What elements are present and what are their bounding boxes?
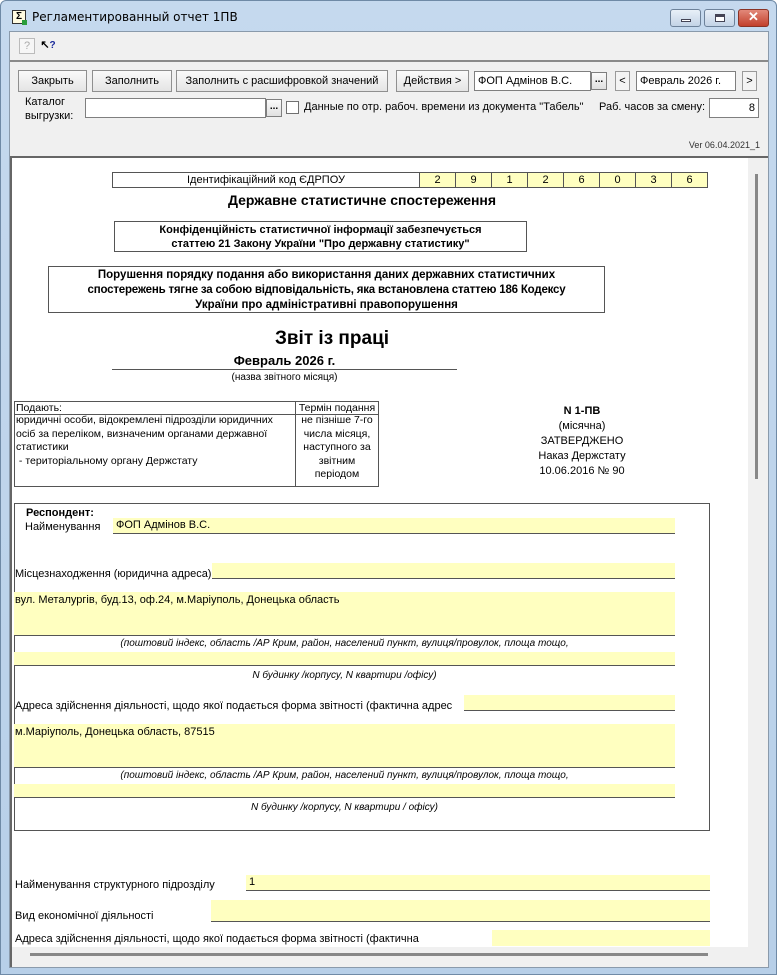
name-input[interactable]: ФОП Адмінов В.С. [113, 518, 675, 534]
subdivision-label: Найменування структурного підрозділу [15, 879, 215, 891]
close-button[interactable]: Закрыть [18, 70, 87, 92]
violation-line2: спостережень тягне за собою відповідальність, яка встановлена статтею 186 Кодексу [87, 284, 566, 296]
report-spreadsheet[interactable] [10, 156, 768, 967]
fill-decoded-button[interactable]: Заполнить с расшифровкой значений [176, 70, 388, 92]
form-header-panel [10, 60, 768, 156]
subdivision-address-input[interactable] [492, 930, 710, 946]
close-window-button[interactable] [738, 9, 769, 27]
period-caption: (назва звітного місяця) [231, 372, 338, 383]
form-frequency: (місячна) [558, 420, 606, 432]
approved-label: ЗАТВЕРДЖЕНО [540, 435, 624, 447]
minimize-button[interactable] [670, 9, 701, 27]
order-label: Наказ Держстату [538, 450, 626, 462]
report-sigma-icon: Σ [12, 10, 26, 24]
violation-line3: України про адміністративні правопорушення [195, 299, 458, 311]
legal-address-label: Місцезнаходження (юридична адреса) [15, 568, 212, 580]
deadline-line3: наступного за [303, 441, 371, 453]
legal-address-line[interactable] [212, 563, 675, 579]
name-label: Найменування [25, 521, 101, 533]
horizontal-scroll-thumb[interactable] [30, 953, 708, 956]
address-hint-2: N будинку /корпусу, N квартири /офісу) [252, 670, 437, 681]
period-field[interactable]: Февраль 2026 г. [636, 71, 736, 91]
window-client [9, 31, 769, 968]
maximize-button[interactable] [704, 9, 735, 27]
edrpou-digit[interactable]: 3 [636, 172, 672, 188]
order-date: 10.06.2016 № 90 [539, 465, 625, 477]
address-hint-3: (поштовий індекс, область /АР Крим, район, населений пункт, вулиця/провулок, площа тощо, [120, 770, 569, 781]
minimize-icon [681, 19, 691, 22]
window-title: Регламентированный отчет 1ПВ [32, 10, 238, 24]
address-hint-1: (поштовий індекс, область /АР Крим, район, населений пункт, вулиця/провулок, площа тощо, [120, 638, 569, 649]
state-observation-heading: Державне статистичне спостереження [227, 192, 497, 208]
maximize-icon [715, 14, 725, 22]
help-icon[interactable]: ? [19, 38, 35, 54]
catalog-input[interactable] [85, 98, 266, 118]
deadline-header: Термін подання [295, 401, 379, 415]
prev-period-button[interactable]: < [615, 71, 630, 91]
form-number: N 1-ПВ [563, 405, 601, 417]
organization-select-button[interactable]: ... [591, 72, 607, 90]
activity-input[interactable] [211, 900, 710, 922]
violation-line1: Порушення порядку подання або використання даних державних статистичних [97, 269, 556, 281]
edrpou-digit[interactable]: 6 [672, 172, 708, 188]
submitters-line4: - територіальному органу Держстату [16, 454, 198, 467]
edrpou-digit[interactable]: 1 [492, 172, 528, 188]
edrpou-digit[interactable]: 2 [528, 172, 564, 188]
confidentiality-line1: Конфіденційність статистичної інформації забезпечується [159, 224, 482, 236]
report-title: Звіт із праці [274, 328, 390, 349]
deadline-line2: числа місяця, [303, 427, 371, 440]
vertical-scrollbar[interactable] [748, 158, 768, 967]
organization-field[interactable]: ФОП Адмінов В.С. [474, 71, 591, 91]
fill-button[interactable]: Заполнить [92, 70, 172, 92]
deadline-cell [295, 414, 379, 487]
catalog-label-line2: выгрузки: [25, 110, 74, 122]
actual-address-extra-input[interactable] [14, 784, 675, 798]
submitters-line1: юридичні особи, відокремлені підрозділи юридичних [16, 414, 273, 426]
edrpou-digit[interactable]: 0 [600, 172, 636, 188]
actual-address-input[interactable]: м.Маріуполь, Донецька область, 87515 [14, 724, 675, 768]
legal-address-extra-input[interactable] [14, 652, 675, 666]
version-label: Ver 06.04.2021_1 [688, 140, 760, 150]
submitters-line3: статистики [16, 441, 69, 453]
legal-address-input[interactable]: вул. Металургів, буд.13, оф.24, м.Маріуполь, Донецька область [14, 592, 675, 636]
respondent-block [14, 503, 710, 831]
deadline-line1: не пізніше 7-го [301, 414, 373, 426]
edrpou-digit[interactable]: 6 [564, 172, 600, 188]
whats-this-icon[interactable]: ↖? [40, 39, 56, 51]
next-period-button[interactable]: > [742, 71, 757, 91]
report-sheet [12, 158, 748, 947]
violation-notice [48, 266, 605, 313]
edrpou-label: Ідентифікаційний код ЄДРПОУ [112, 172, 420, 188]
deadline-line4: звітним [318, 454, 356, 467]
activity-label: Вид економічної діяльності [15, 910, 154, 922]
submitters-header: Подають: [14, 401, 296, 415]
report-period: Февраль 2026 г. [112, 353, 457, 370]
timesheet-checkbox[interactable] [286, 101, 299, 114]
timesheet-checkbox-label[interactable]: Данные по отр. рабоч. времени из документа "Табель" [304, 101, 584, 113]
edrpou-digit[interactable]: 2 [420, 172, 456, 188]
hours-per-shift-label: Раб. часов за смену: [599, 101, 706, 113]
edrpou-digit[interactable]: 9 [456, 172, 492, 188]
catalog-label-line1: Каталог [25, 96, 65, 108]
subdivision-address-label: Адреса здійснення діяльності, щодо якої подається форма звітності (фактична [15, 933, 419, 945]
hours-per-shift-input[interactable]: 8 [709, 98, 759, 118]
actions-button[interactable]: Действия > [396, 70, 469, 92]
submitters-line2: осіб за переліком, визначеним органами державної [16, 427, 268, 440]
deadline-line5: періодом [314, 468, 360, 480]
vertical-scroll-thumb[interactable] [755, 174, 758, 479]
confidentiality-notice [114, 221, 527, 252]
form-approval-block [512, 404, 652, 479]
subdivision-input[interactable]: 1 [246, 875, 710, 891]
submitters-cell [14, 414, 296, 487]
catalog-select-button[interactable]: ... [266, 99, 282, 117]
close-icon: ✕ [748, 9, 759, 24]
actual-address-line[interactable] [464, 695, 675, 711]
confidentiality-line2: статтею 21 Закону України "Про державну статистику" [171, 238, 470, 250]
respondent-header: Респондент: [26, 507, 94, 519]
title-bar[interactable] [1, 1, 776, 31]
address-hint-4: N будинку /корпусу, N квартири / офісу) [251, 802, 438, 813]
actual-address-label: Адреса здійснення діяльності, щодо якої подається форма звітності (фактична адрес [15, 700, 453, 712]
horizontal-scrollbar[interactable] [12, 947, 748, 967]
